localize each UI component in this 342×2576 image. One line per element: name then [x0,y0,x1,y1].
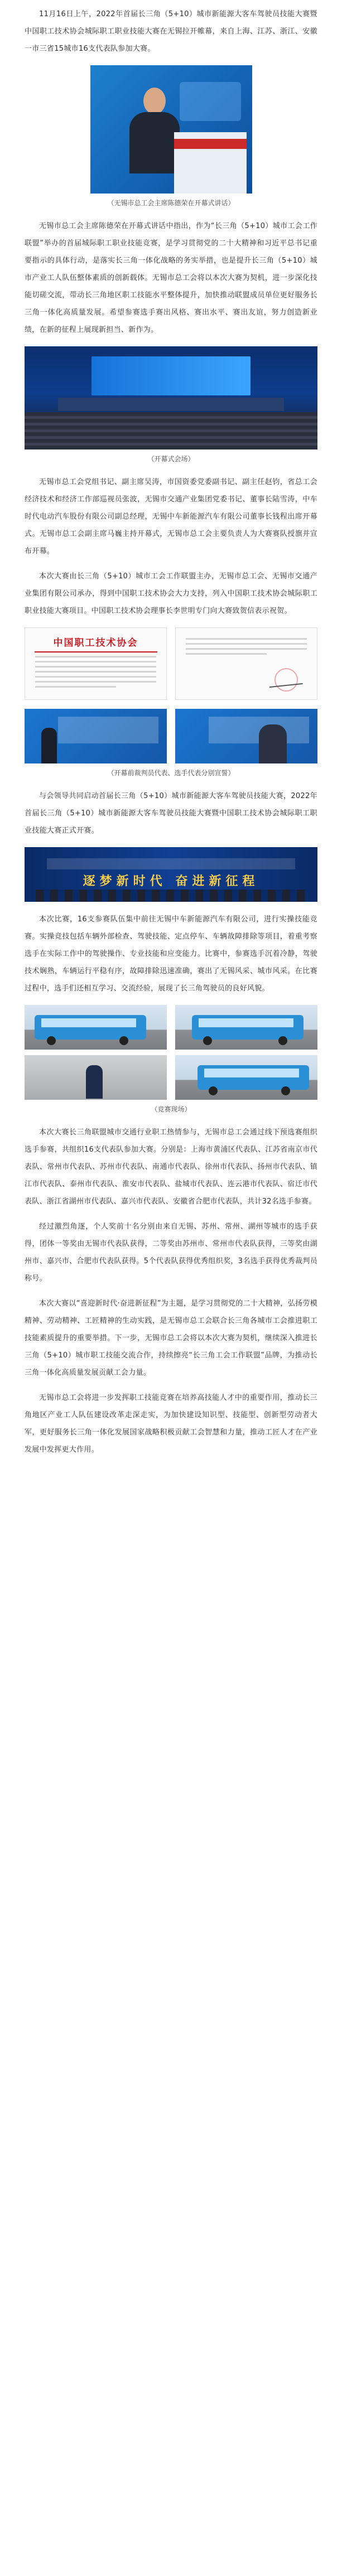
intro-paragraph: 11月16日上午，2022年首届长三角（5+10）城市新能源大客车驾驶员技能大赛暨中国职工技术协会城际职工职业技能大赛在无锡拉开帷幕，来自上海、江苏、浙江、安徽一市三省15城市16支代表队参加大赛。 [25,10,317,53]
bus-window [204,1069,299,1077]
speaker-photo [90,65,252,194]
letter-line [35,671,156,673]
speaker-caption: （无锡市总工会主席陈德荣在开幕式讲话） [107,199,235,207]
letter-org-name: 中国职工技术协会 [53,637,138,649]
referee-oath-photo [25,709,167,763]
audience-rows [25,412,317,450]
competition-paragraph: 本次比赛，16支参赛队伍集中前往无锡中车新能源汽车有限公司，进行实操技能竞赛。实操竞技包括车辆外部检查、驾驶技能、定点停车、车辆故障排除等项目，着重考察选手在实际工作中的驾驶操作、专业技能和应变能力。比赛中，参赛选手沉着冷静，驾驶技术娴熟，车辆运行平稳有序，故障排除迅速准确，赛出了无锡风采、城市风采。在比赛过程中，选手们还相互学习、交流经验，展现了长三角驾驶员的良好风貌。 [25,915,317,993]
letter-line [35,656,156,658]
letter-page-1 [25,627,167,700]
speech-paragraph: 无锡市总工会主席陈德荣在开幕式讲话中指出，作为“长三角（5+10）城市工会工作联盟”举办的首届城际职工职业技能竞赛，是学习贯彻党的二十大精神和习近平总书记重要指示的具体行动，是落实长三角一体化战略的务实举措，也是提升长三角（5+10）城市产业工人队伍整体素质的创新载体。无锡市总工会将以本次大赛为契机，进一步深化技能切磋交流，带动长三角地区职工技能水平整体提升，加快推动联盟成员单位更好服务长三角一体化高质量发展。希望参赛选手赛出风格、赛出水平、赛出友谊，努力创造新业绩，在新的征程上展现新担当、新作为。 [25,222,317,334]
hall-photo [25,346,317,450]
contestant-oath-photo [175,709,317,763]
podium-stripe [174,139,247,149]
bus-wheel [209,1086,218,1095]
organizers-paragraph: 本次大赛由长三角（5+10）城市工会工作联盟主办，无锡市总工会、无锡市交通产业集团有限公司承办，得到中国职工技术协会大力支持，列入中国职工技术协会城际职工职业技能大赛项目。中国职工技术协会理事长李世明专门向大赛致贺信表示祝贺。 [25,572,317,615]
hall-caption: （开幕式会场） [147,455,195,463]
letter-line [186,648,307,650]
bus-photo [175,1055,317,1100]
letter-line [186,643,307,645]
signature [268,675,302,688]
hall-screen [91,356,251,395]
theme-paragraph: 本次大赛以“喜迎新时代·奋进新征程”为主题，是学习贯彻党的二十大精神，弘扬劳模精神、劳动精神、工匠精神的生动实践，是无锡市总工会联合长三角各城市工会推进职工技能素质提升的重要举措。下一步，无锡市总工会将以本次大赛为契机，继续深入推进长三角（5+10）城市职工技能交流合作，持续擦亮“长三角工会工作联盟”品牌，为推动长三角一体化高质量发展贡献工会力量。 [25,1299,317,1377]
bus-photo [25,1005,167,1050]
speaker-body [129,112,180,173]
competition-photos [25,1005,317,1100]
bus-wheel [119,1036,128,1045]
launch-banner-photo [25,847,317,902]
speaker-head [143,88,166,114]
teams-paragraph: 本次大赛长三角联盟城市交通行业职工热情参与，无锡市总工会通过线下预选赛组织选手参赛，共组织16支代表队参加大赛。分别是：上海市黄浦区代表队、江苏省南京市代表队、常州市代表队、苏州市代表队、南通市代表队、徐州市代表队、扬州市代表队、镇江市代表队、泰州市代表队、淮安市代表队、盐城市代表队、连云港市代表队、宿迁市代表队、浙江省湖州市代表队、嘉兴市代表队、安徽省合肥市代表队，共计32名选手参赛。 [25,1128,317,1206]
bus-wheel [47,1036,56,1045]
inspection-photo [25,1055,167,1100]
results-paragraph: 经过激烈角逐，个人奖前十名分别由来自无锡、苏州、常州、湖州等城市的选手获得，团体一等奖由无锡市代表队获得，二等奖由苏州市、常州市代表队获得，三等奖由湖州市、嘉兴市、合肥市代表队获得。5个代表队获得优秀组织奖，3名选手获得优秀裁判员称号。 [25,1222,317,1283]
hall-stage [58,398,284,411]
letter-rule [35,651,157,653]
banner-title-strip [47,858,295,869]
competition-caption: （竞赛现场） [151,1105,191,1113]
letter-line [186,638,307,640]
backdrop-banner [58,717,158,743]
speaker-figure [129,88,180,171]
referee-figure [41,728,57,763]
letter-line [35,676,156,678]
oath-photos [25,709,317,763]
stage-light [180,82,241,121]
bus-window [199,1018,293,1027]
letter-page-2 [175,627,317,700]
podium [174,132,247,194]
closing-paragraph: 无锡市总工会将进一步发挥职工技能竞赛在培养高技能人才中的重要作用，推动长三角地区产业工人队伍建设改革走深走实，为加快建设知识型、技能型、创新型劳动者大军，更好服务长三角一体化发展国家战略积极贡献工会智慧和力量，推动工匠人才在产业发展中发挥更大作用。 [25,1394,317,1454]
bus-photo [175,1005,317,1050]
bus-window [41,1018,136,1027]
ceremony-caption: （开幕前裁判员代表、选手代表分别宣誓） [107,769,235,777]
letter-line [35,681,156,683]
page-end [0,1466,342,1477]
letter-line [186,653,267,655]
attendees-paragraph: 无锡市总工会党组书记、副主席吴涛，市国资委党委副书记、副主任赵钧，省总工会经济技术和经济工作部巡视员张波，无锡市交通产业集团党委书记、董事长陆雪涛，中车时代电动汽车股份有限公司副总经理，无锡中车新能源汽车有限公司董事长钱程出席开幕式。无锡市总工会副主席马巍主持开幕式，无锡市总工会主要负责人为大赛赛队授旗并宣布开幕。 [25,478,317,555]
bus-wheel [281,1086,290,1095]
letter-line [35,686,116,688]
congratulation-letter [25,627,317,700]
banner-slogan: 逐梦新时代 奋进新征程 [83,874,259,888]
stage-people [36,890,306,902]
letter-line [35,661,156,663]
worker-figure [86,1065,103,1099]
letter-line [35,666,156,668]
bus-wheel [203,1036,212,1045]
bus-wheel [278,1036,287,1045]
launch-paragraph: 与会领导共同启动首届长三角（5+10）城市新能源大客车驾驶员技能大赛，2022年首届长三角（5+10）城市新能源大客车驾驶员技能大赛暨中国职工技术协会城际职工职业技能大赛正式开赛。 [25,792,317,835]
contestant-figure [259,724,287,763]
